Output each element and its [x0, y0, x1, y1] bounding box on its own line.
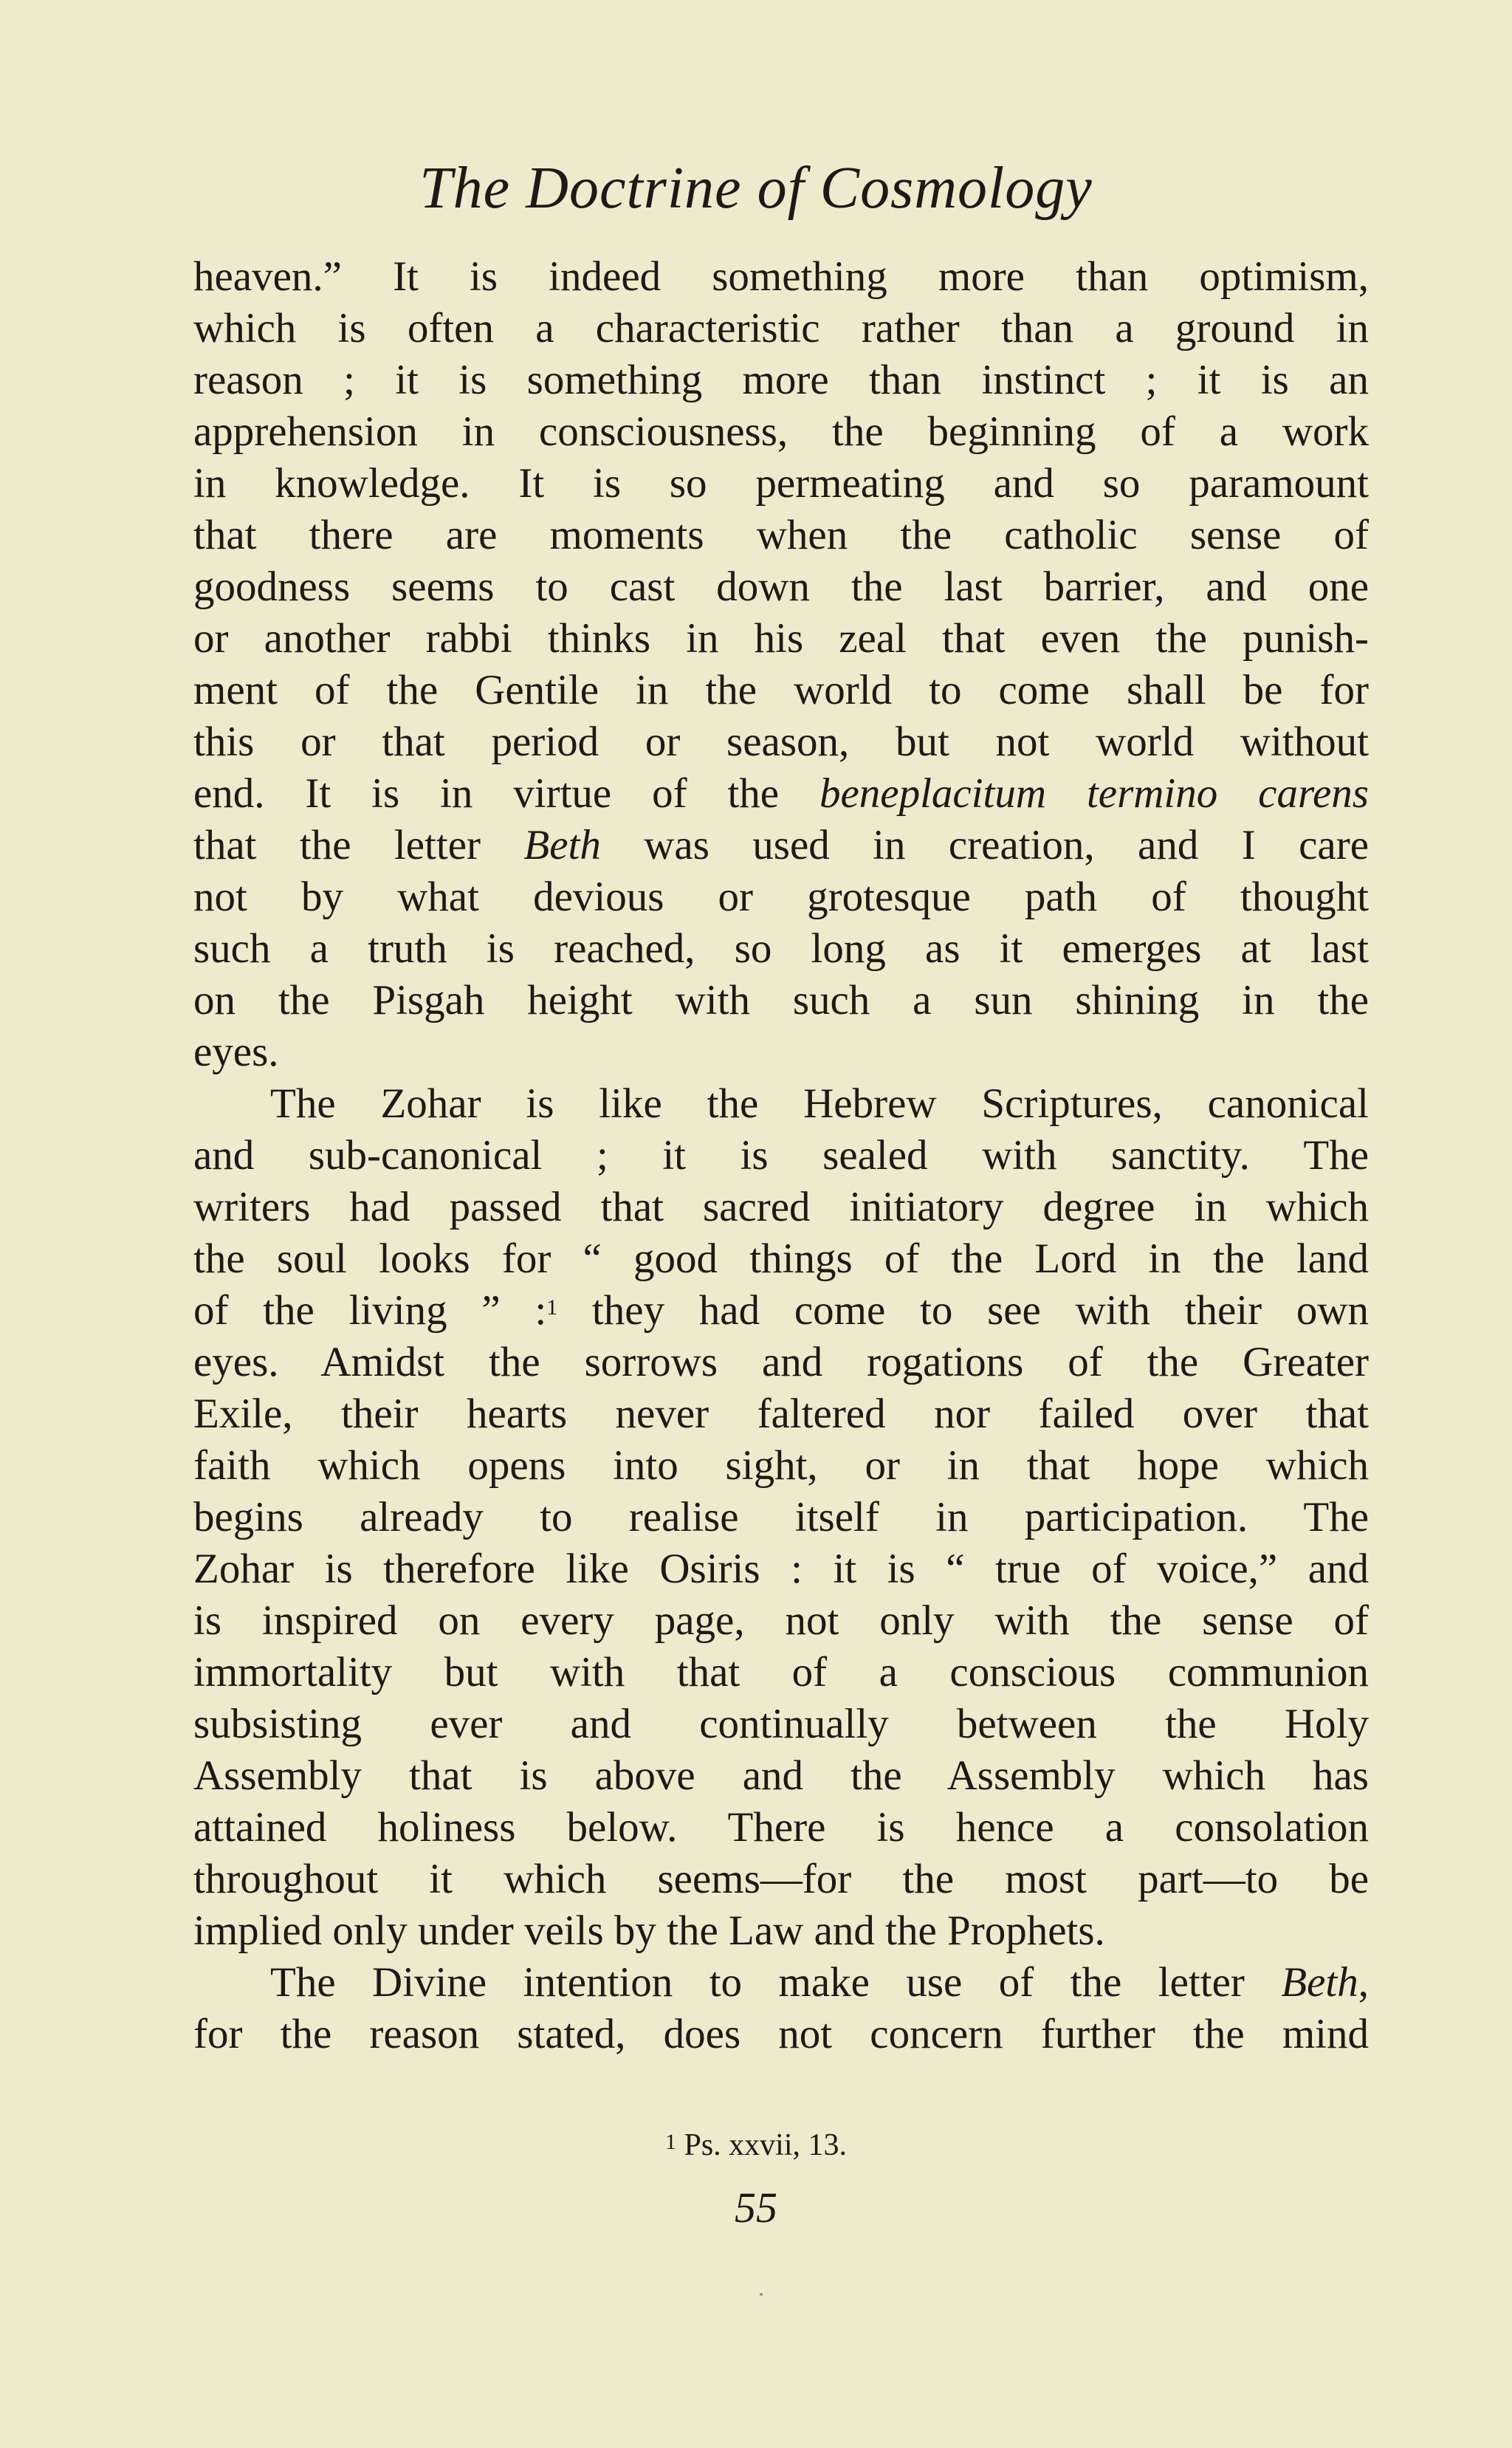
text-line: for the reason stated, does not concern further the mind — [193, 2011, 1369, 2057]
text-line: Exile, their hearts never faltered nor failed over that — [193, 1391, 1369, 1437]
paragraph-start — [193, 1957, 1369, 2009]
text-line — [193, 768, 1369, 820]
text-line: faith which opens into sight, or in that hope which — [193, 1442, 1369, 1489]
text-line: apprehension in consciousness, the beginning of a work — [193, 408, 1369, 455]
text-line: in knowledge. It is so permeating and so paramount — [193, 460, 1369, 507]
text-line: ment of the Gentile in the world to come shall be for — [193, 667, 1369, 713]
text-fragment: The Divine intention to make use of the letter — [270, 1959, 1282, 2006]
text-fragment: of the living ” : — [193, 1287, 547, 1334]
footnote-text: Ps. xxvii, 13. — [676, 2128, 848, 2162]
text-line: subsisting ever and continually between the Holy — [193, 1701, 1369, 1747]
footnote-reference: 1 — [546, 1295, 558, 1320]
text-line: immortality but with that of a conscious communion — [193, 1649, 1369, 1696]
text-line: eyes. — [193, 1029, 279, 1075]
text-line: such a truth is reached, so long as it emerges at last — [193, 925, 1369, 972]
text-line: goodness seems to cast down the last barrier, and one — [193, 563, 1369, 610]
paper-speck — [760, 2293, 763, 2296]
letter-name: Beth — [523, 822, 601, 868]
text-line: this or that period or season, but not world without — [193, 719, 1369, 765]
latin-phrase: beneplacitum termino carens — [819, 770, 1369, 817]
text-line: implied only under veils by the Law and the Prophets. — [193, 1907, 1105, 1954]
text-line: Assembly that is above and the Assembly which has — [193, 1752, 1369, 1799]
text-line: attained holiness below. There is hence a consolation — [193, 1804, 1369, 1851]
text-line: and sub-canonical ; it is sealed with sanctity. The — [193, 1132, 1369, 1179]
text-line: throughout it which seems—for the most part—to be — [193, 1856, 1369, 1902]
text-line: that there are moments when the catholic sense of — [193, 512, 1369, 558]
footnote — [0, 2123, 1512, 2167]
text-line — [193, 1285, 1369, 1337]
text-fragment: was used in creation, and I care — [600, 822, 1369, 868]
text-line: not by what devious or grotesque path of thought — [193, 874, 1369, 920]
text-line: Zohar is therefore like Osiris : it is “ true of voice,” and — [193, 1546, 1369, 1592]
running-head: The Doctrine of Cosmology — [419, 156, 1093, 221]
letter-name: Beth — [1281, 1959, 1358, 2006]
text-fragment: , — [1358, 1959, 1369, 2006]
text-fragment: that the letter — [193, 822, 524, 868]
paragraph-start: The Zohar is like the Hebrew Scriptures, canonical — [270, 1080, 1369, 1127]
footnote-marker: 1 — [664, 2130, 676, 2154]
text-line: on the Pisgah height with such a sun shining in the — [193, 977, 1369, 1024]
body-text — [193, 251, 1369, 2060]
text-line: eyes. Amidst the sorrows and rogations of the Greater — [193, 1339, 1369, 1385]
text-line: reason ; it is something more than instinct ; it is an — [193, 357, 1369, 403]
page-number: 55 — [735, 2184, 777, 2232]
text-line: which is often a characteristic rather than a ground in — [193, 305, 1369, 352]
text-fragment: end. It is in virtue of the — [193, 770, 819, 817]
text-line — [193, 820, 1369, 871]
text-line: writers had passed that sacred initiatory degree in which — [193, 1184, 1369, 1230]
text-line: or another rabbi thinks in his zeal that even the punish- — [193, 615, 1369, 662]
text-fragment: they had come to see with their own — [557, 1287, 1369, 1334]
text-line: is inspired on every page, not only with the sense of — [193, 1597, 1369, 1644]
text-line: the soul looks for “ good things of the Lord in the land — [193, 1235, 1369, 1282]
text-line: begins already to realise itself in participation. The — [193, 1494, 1369, 1540]
text-line: heaven.” It is indeed something more than optimism, — [193, 253, 1369, 300]
